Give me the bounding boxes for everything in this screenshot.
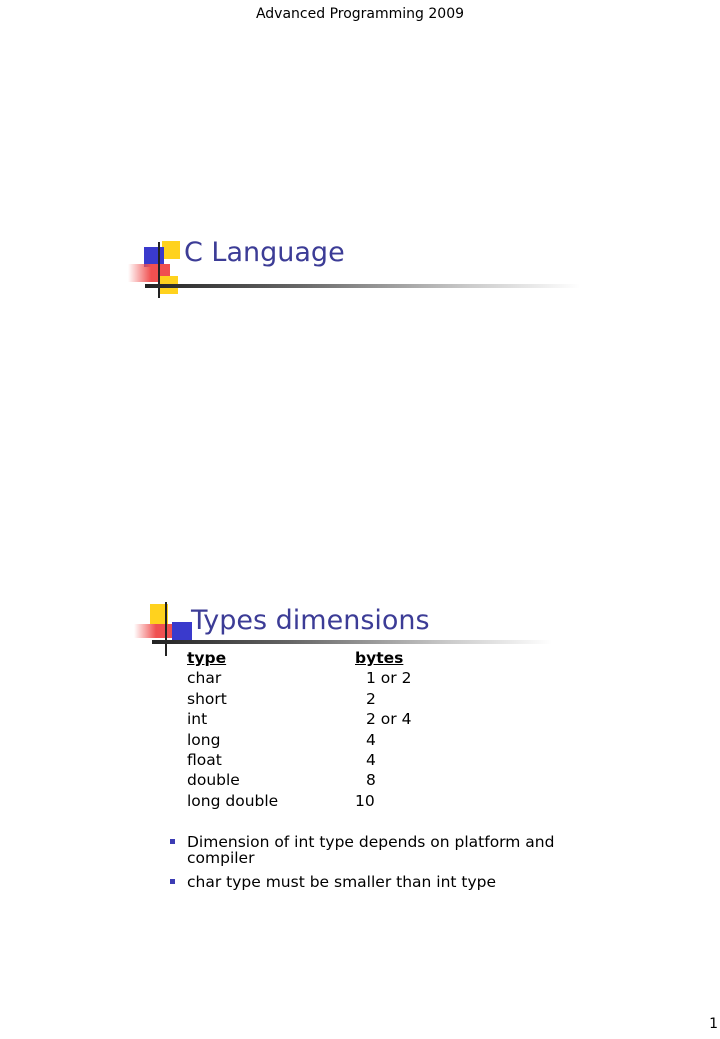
bytes-cell: 4 [366, 730, 376, 749]
bytes-cell: 10 [355, 791, 375, 810]
table-row [187, 668, 456, 688]
bullet-icon [170, 879, 175, 884]
blue-square [172, 622, 192, 640]
slide-title: C Language [184, 237, 345, 268]
horizontal-rule [145, 284, 580, 288]
column-header-type: type [187, 649, 227, 667]
slide-c-language [0, 230, 720, 310]
type-cell: double [187, 771, 240, 790]
table-row [187, 730, 456, 750]
column-header-bytes: bytes [355, 649, 404, 667]
table-row [187, 770, 456, 790]
vertical-rule [165, 602, 167, 656]
red-square [134, 624, 174, 638]
horizontal-rule [152, 640, 552, 644]
bullet-text: char type must be smaller than int type [187, 873, 497, 891]
bytes-cell: 8 [366, 771, 376, 790]
types-table [187, 648, 456, 811]
bytes-cell: 1 or 2 [366, 669, 412, 688]
vertical-rule [158, 242, 160, 298]
table-row [187, 791, 456, 811]
table-header-row [187, 648, 456, 668]
bytes-cell: 2 or 4 [366, 710, 412, 729]
page-number: 1 [709, 1016, 718, 1032]
yellow-square-top [162, 241, 180, 259]
bullet-list [168, 834, 588, 898]
type-cell: int [187, 710, 208, 729]
page-header: Advanced Programming 2009 [255, 6, 465, 22]
bullet-text: Dimension of int type depends on platform and compiler [187, 833, 555, 867]
bytes-cell: 2 [366, 689, 376, 708]
type-cell: short [187, 689, 227, 708]
list-item [168, 834, 588, 866]
table-row [187, 689, 456, 709]
table-row [187, 709, 456, 729]
type-cell: long double [187, 791, 279, 810]
list-item [168, 874, 588, 890]
slide-types-dimensions [0, 598, 720, 918]
slide-title: Types dimensions [191, 605, 430, 636]
type-cell: char [187, 669, 222, 688]
bullet-icon [170, 839, 175, 844]
type-cell: long [187, 730, 221, 749]
bytes-cell: 4 [366, 751, 376, 770]
type-cell: float [187, 751, 222, 770]
table-row [187, 750, 456, 770]
